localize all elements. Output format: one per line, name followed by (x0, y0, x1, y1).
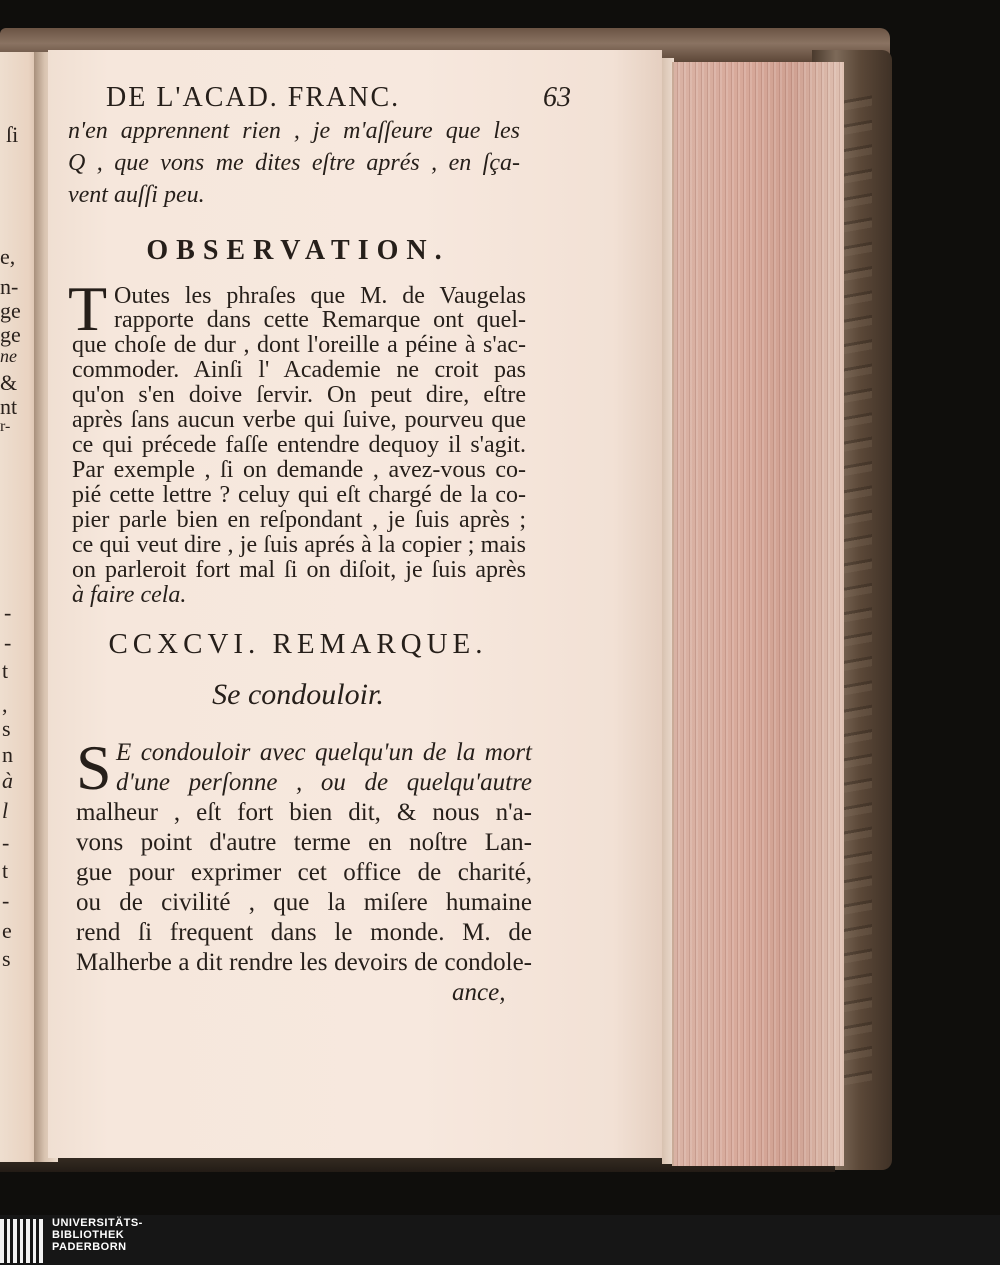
text-line: que choſe de dur , dont l'oreille a péine à s'ac- (72, 332, 526, 358)
left-page-fragment: - (2, 830, 10, 855)
left-page-fragment: ge (0, 298, 21, 323)
text-line: pié cette lettre ? celuy qui eſt chargé de la co- (72, 482, 526, 508)
left-page-fragment: r- (0, 418, 11, 435)
text-line: vent auſſi peu. (68, 182, 205, 208)
text-line: malheur , eſt fort bien dit, & nous n'a- (76, 799, 532, 826)
left-page-fragment: - (4, 630, 12, 655)
left-page-fragment: n- (0, 274, 19, 299)
text-line: rend ſi frequent dans le monde. M. de (76, 919, 532, 946)
remarque-subtitle: Se condouloir. (212, 678, 384, 711)
text-line: on parleroit fort mal ſi on diſoit, je ſuis après (72, 557, 526, 583)
remarque-heading: CCXCVI. REMARQUE. (108, 628, 488, 660)
text-line: ce qui précede faſſe entendre dequoy il s'agit. (72, 432, 526, 458)
library-logo-icon (0, 1219, 44, 1263)
left-page-fragment: l (2, 798, 9, 823)
left-page-fragment: e (2, 918, 12, 943)
left-page-fragment: ſi (6, 122, 19, 147)
right-page (48, 50, 662, 1158)
left-page-fragment: s (2, 716, 11, 741)
text-line: Par exemple , ſi on demande , avez-vous co- (72, 457, 526, 483)
left-page-fragment: s (2, 946, 11, 971)
left-page-fragment: , (2, 692, 8, 717)
text-line: pier parle bien en reſpondant , je ſuis après ; (72, 507, 526, 533)
drop-cap: T (68, 273, 108, 344)
left-page-fragment: & (0, 370, 18, 395)
library-footer (0, 1215, 1000, 1265)
library-name-line: BIBLIOTHEK (52, 1229, 125, 1241)
library-name-line: UNIVERSITÄTS- (52, 1217, 143, 1229)
observation-heading: OBSERVATION. (146, 235, 450, 266)
left-page-fragment: nt (0, 394, 18, 419)
library-name (52, 1217, 143, 1253)
left-page-fragment: - (4, 600, 12, 625)
text-line: après ſans aucun verbe qui ſuive, pourveu que (72, 407, 526, 433)
running-head-title: DE L'ACAD. FRANC. (106, 82, 401, 113)
text-line: rapporte dans cette Remarque ont quel- (114, 307, 526, 333)
left-page-fragment: à (2, 768, 13, 793)
library-name-line: PADERBORN (52, 1241, 127, 1253)
left-page-fragment: t (2, 858, 9, 883)
text-line: à faire cela. (72, 582, 187, 608)
text-line: Q , que vons me dites eſtre aprés , en ſça- (68, 150, 520, 176)
text-line: Malherbe a dit rendre les devoirs de condole- (76, 949, 532, 976)
left-page-fragment: ge (0, 322, 21, 347)
left-page-fragment: n (2, 742, 13, 767)
text-line: gue pour exprimer cet office de charité, (76, 859, 532, 886)
text-line: ou de civilité , que la miſere humaine (76, 889, 532, 916)
text-line: qu'on s'en doive ſervir. On peut dire, eſtre (72, 382, 526, 408)
text-line: n'en apprennent rien , je m'aſſeure que les (68, 118, 520, 144)
left-page-fragment: e, (0, 244, 16, 269)
left-page-fragment: ne (0, 346, 17, 366)
text-line: ance, (452, 979, 506, 1006)
running-head (106, 82, 571, 114)
text-line: vons point d'autre terme en noſtre Lan- (76, 829, 532, 856)
book-fore-edge (672, 62, 844, 1166)
text-line: commoder. Ainſi l' Academie ne croit pas (72, 357, 526, 383)
drop-cap: S (76, 732, 112, 803)
text-line: Outes les phraſes que M. de Vaugelas (114, 283, 526, 309)
text-line: ce qui veut dire , je ſuis aprés à la copier ; mais (72, 532, 526, 558)
page-number: 63 (543, 82, 571, 113)
left-page-fragment: - (2, 888, 10, 913)
left-page-fragment: t (2, 658, 9, 683)
text-line: E condouloir avec quelqu'un de la mort (116, 739, 532, 766)
text-line: d'une perſonne , ou de quelqu'autre (116, 769, 532, 796)
